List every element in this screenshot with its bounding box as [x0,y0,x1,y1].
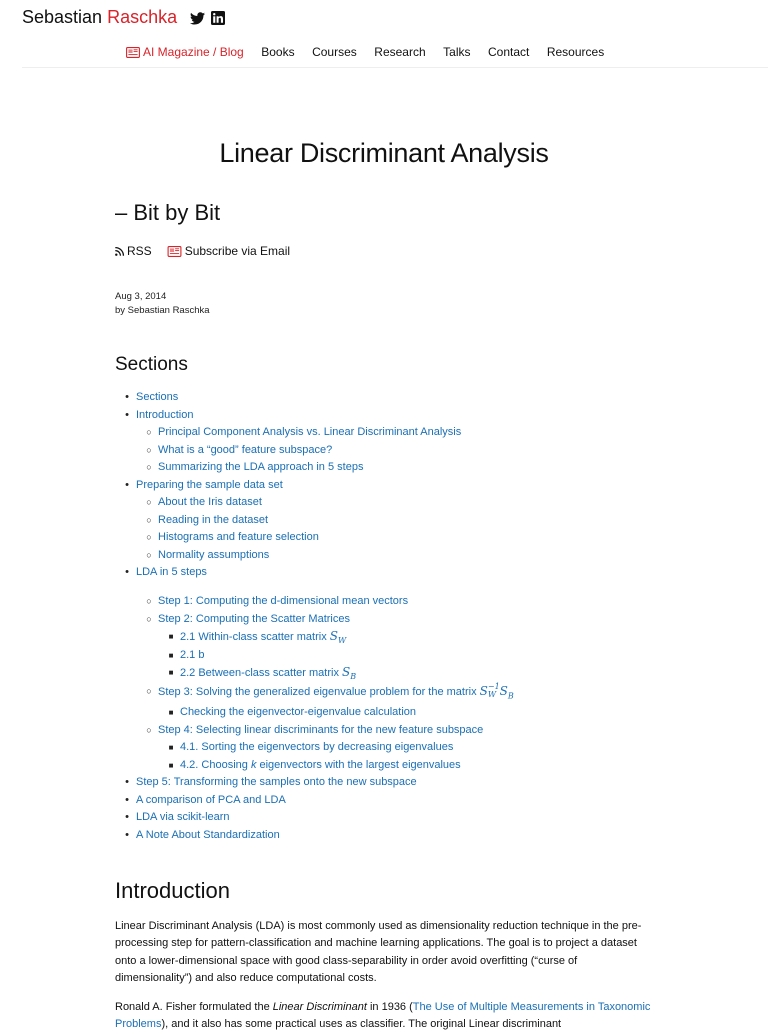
magazine-icon [167,245,182,257]
toc-link-label: 2.1 Within-class scatter matrix [180,631,330,643]
toc-link-emphasis: k [250,758,257,771]
list-bullet: ○ [146,724,152,735]
nav-item-books[interactable]: Books [261,45,295,59]
toc-link-label: LDA in 5 steps [136,566,207,578]
toc-link[interactable] [158,682,514,700]
toc-link[interactable] [158,595,408,607]
toc-link[interactable] [180,759,461,771]
toc-link[interactable] [158,514,268,526]
list-bullet: ○ [146,427,152,437]
list-bullet: ■ [168,632,174,641]
post-meta [115,290,210,318]
toc-link-label: Preparing the sample data set [136,478,283,491]
toc-item [115,512,675,530]
math-scripts [338,629,346,645]
math-symbol [480,684,514,698]
toc-item [115,424,675,442]
list-bullet: • [125,566,129,578]
toc-link[interactable] [136,409,193,421]
main-nav [126,44,604,60]
toc-link[interactable] [158,724,483,736]
math-scripts [350,665,356,681]
list-bullet: ○ [146,462,152,472]
toc-link-label: LDA via scikit-learn [136,811,230,824]
sections-heading: Sections [115,354,188,375]
toc-link-label: Summarizing the LDA approach in 5 steps [158,461,364,473]
twitter-link[interactable] [190,12,205,25]
toc-link[interactable] [180,706,416,718]
list-bullet: ○ [146,532,152,542]
list-bullet: ■ [168,708,174,718]
toc-item [115,722,675,740]
site-brand[interactable] [22,6,177,28]
list-bullet: ■ [168,760,174,770]
intro-p2-text: ), and it also has some practical uses as classifier. The original Linear discriminant [161,1018,562,1031]
post-date: Aug 3, 2014 [115,291,167,302]
header-divider [22,67,768,68]
toc-item [115,459,675,477]
toc-link-label: Checking the eigenvector-eigenvalue calculation [180,706,417,719]
toc-link[interactable] [158,531,319,543]
twitter-icon [190,12,205,25]
post-subtitle: – Bit by Bit [115,200,221,225]
feed-links [115,243,290,259]
rss-link[interactable] [115,244,152,258]
nav-item-contact[interactable]: Contact [487,45,530,59]
post-byline: by Sebastian Raschka [115,305,210,316]
toc-link-label: Reading in the dataset [158,513,269,526]
toc-link-label: Step 5: Transforming the samples onto the new subspace [136,776,417,789]
intro-p2-text: Ronald A. Fisher formulated the [115,1001,273,1013]
toc-item [115,664,675,683]
math-subscript: B [350,671,357,681]
toc-item [115,389,675,407]
toc-link[interactable] [180,631,346,643]
subscribe-label: Subscribe via Email [184,244,291,258]
toc-item [115,564,675,582]
nav-item-talks[interactable]: Talks [443,45,471,59]
list-bullet: • [125,391,129,403]
toc-item [115,792,675,810]
table-of-contents [115,389,675,844]
toc-item [115,827,675,845]
toc-link[interactable] [180,667,356,679]
toc-link-label: Sections [136,391,179,403]
toc-link[interactable] [180,741,453,753]
toc-link[interactable] [180,649,204,661]
toc-link-label: About the Iris dataset [158,496,262,508]
intro-paragraph-2 [115,999,655,1034]
intro-p2-emphasis: Linear Discriminant [272,1001,367,1013]
math-base: S [479,683,488,698]
toc-item [115,611,675,629]
toc-link[interactable] [136,829,280,841]
math-superscript: −1 [487,682,500,691]
toc-item [115,757,675,775]
list-bullet: ○ [146,497,152,507]
subscribe-email-link[interactable] [167,244,290,258]
toc-link[interactable] [136,794,286,806]
linkedin-link[interactable] [211,11,225,25]
social-links [190,10,225,26]
introduction-heading: Introduction [115,878,230,903]
math-base: S [329,629,338,643]
nav-item-resources[interactable]: Resources [546,45,605,59]
toc-link-label: 2.1 b [180,648,205,661]
toc-link-label: Step 2: Computing the Scatter Matrices [158,612,350,625]
toc-link-label: Normality assumptions [158,548,270,561]
toc-item [115,593,675,611]
nav-item-courses[interactable]: Courses [312,45,357,59]
intro-paragraph: Linear Discriminant Analysis (LDA) is most commonly used as dimensionality reduction technique in the pre-processing step for pattern-classification and machine learning applications. The goal is to project a dataset onto a lower-dimensional space with good class-separability in order avoid overfitting (“curse of dimensionality”) and also reduce computational costs. [115,920,642,984]
math-subscript: W [487,690,497,699]
magazine-icon [126,46,140,58]
toc-link-label: A comparison of PCA and LDA [136,793,286,806]
math-scripts [488,683,500,699]
toc-item [115,774,675,792]
rss-label: RSS [127,244,152,258]
list-bullet: • [125,828,129,841]
toc-list [115,389,675,844]
toc-link-label: 4.1. Sorting the eigenvectors by decreasing eigenvalues [180,741,454,754]
toc-item [115,547,675,565]
list-bullet: ■ [168,743,174,753]
toc-item [115,407,675,425]
toc-link-label: Step 1: Computing the d-dimensional mean vectors [158,595,409,607]
toc-link-label: eigenvectors with the largest eigenvalues [256,758,461,771]
toc-item [115,529,675,547]
toc-item [115,809,675,827]
toc-link[interactable] [136,776,417,788]
list-bullet: ○ [146,549,152,560]
toc-link-label: Introduction [136,408,194,421]
math-base: S [342,665,351,679]
toc-link-label: A Note About Standardization [136,828,280,841]
toc-item [115,442,675,460]
toc-item [115,477,675,495]
math-symbol [342,665,356,679]
toc-item [115,628,675,647]
toc-link-label: Histograms and feature selection [158,531,319,543]
list-bullet: ■ [168,668,174,677]
list-bullet: • [125,811,129,824]
nav-item-label: AI Magazine / Blog [143,45,244,59]
nav-item-research[interactable]: Research [374,45,426,59]
brand-last-name: Raschka [107,7,178,27]
rss-icon [115,247,124,256]
toc-item [115,647,675,665]
toc-link[interactable] [136,479,283,491]
toc-link-label: 4.2. Choosing [180,758,251,771]
toc-item [115,683,675,705]
math-subscript: B [507,690,514,700]
toc-item [115,494,675,512]
list-bullet: ○ [146,685,152,696]
list-bullet: • [125,478,129,491]
linkedin-icon [211,11,225,25]
list-bullet: ○ [146,613,152,624]
toc-link[interactable] [158,461,363,473]
list-bullet: ○ [146,596,152,606]
brand-first-name: Sebastian [22,7,103,27]
toc-item [115,739,675,757]
list-bullet: • [125,408,129,421]
toc-spacer [115,582,675,594]
toc-link[interactable] [136,811,230,823]
toc-link[interactable] [158,613,350,625]
list-bullet: ■ [168,650,174,660]
toc-link[interactable] [158,426,461,438]
reference-link[interactable]: The Use of Multiple Measurements in Taxonomic Problems [115,1001,651,1031]
toc-link[interactable] [136,566,207,578]
toc-link[interactable] [136,391,178,403]
math-symbol [330,629,346,643]
post-title: Linear Discriminant Analysis [219,138,549,168]
toc-link-label: Step 4: Selecting linear discriminants for the new feature subspace [158,723,484,736]
toc-link-label: What is a “good” feature subspace? [158,443,333,456]
toc-link[interactable] [158,549,269,561]
toc-link[interactable] [158,444,332,456]
nav-item-blog[interactable] [126,45,244,59]
intro-p2-text: in 1936 ( [366,1001,413,1013]
list-bullet: • [125,776,129,789]
toc-link[interactable] [158,496,262,508]
toc-item [115,704,675,722]
site-header [0,0,768,68]
toc-link-label: 2.2 Between-class scatter matrix [180,667,343,679]
list-bullet: • [125,793,129,806]
list-bullet: ○ [146,514,152,525]
math-subscript: W [338,635,347,645]
toc-link-label: Step 3: Solving the generalized eigenvalue problem for the matrix [158,685,480,698]
list-bullet: ○ [146,444,152,455]
toc-link-label: Principal Component Analysis vs. Linear Discriminant Analysis [158,426,462,438]
math-base: S [499,683,508,698]
